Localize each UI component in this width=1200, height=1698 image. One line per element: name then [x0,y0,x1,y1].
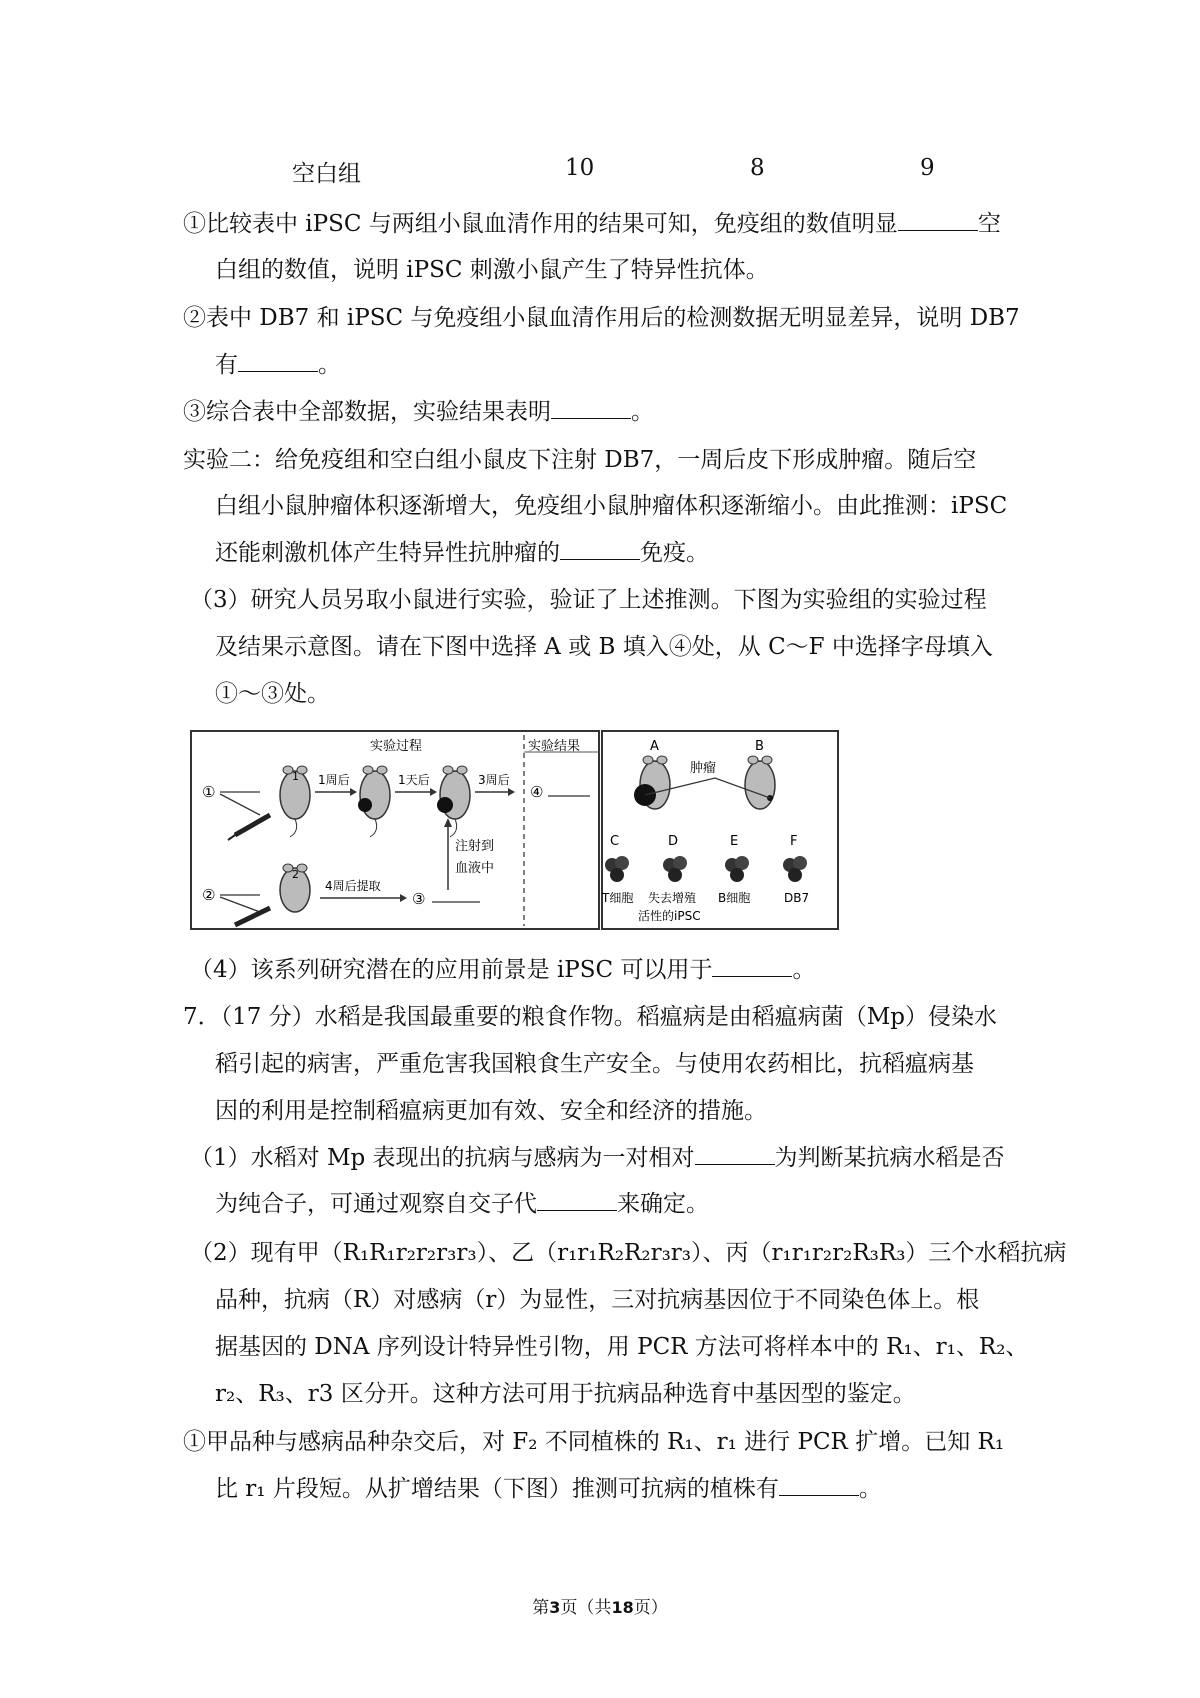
blank-line [220,897,260,912]
step-label: 1周后 [318,773,350,787]
text: 比 r₁ 片段短。从扩增结果（下图）推测可抗病的植株有 [215,1476,779,1502]
step-label: 3周后 [478,773,510,787]
question-line [190,953,815,987]
question-line: 白组的数值，说明 iPSC 刺激小鼠产生了特异性抗体。 [215,257,769,283]
text: （4）该系列研究潜在的应用前景是 iPSC 可以用于 [190,957,713,983]
step-label: 1天后 [398,773,430,787]
cell-name: DB7 [784,891,810,905]
question-line [183,395,654,429]
mouse-icon [745,756,775,809]
step-label: 4周后提取 [325,879,381,893]
cell-letter: C [610,834,620,849]
cell-cluster-icon [783,856,807,882]
tumor-label: 肿瘤 [690,761,717,776]
process-panel-border [191,731,599,929]
cell-cluster-icon [605,856,629,882]
page-number: 3 [549,1598,561,1617]
text: 来确定。 [617,1191,709,1217]
arrow-head [350,788,357,796]
mark-3: ③ [412,890,426,908]
page-total: 18 [611,1598,634,1617]
question-line: （2）现有甲（R₁R₁r₂r₂r₃r₃）、乙（r₁r₁R₂R₂r₃r₃）、丙（r₁r₁r₂r₂R₃R₃）三个水稻抗病 [190,1240,1067,1266]
syringe-icon [235,908,270,925]
question-line: 实验二：给免疫组和空白组小鼠皮下注射 DB7，一周后皮下形成肿瘤。随后空 [183,447,977,473]
question-line: 白组小鼠肿瘤体积逐渐增大，免疫组小鼠肿瘤体积逐渐缩小。由此推测：iPSC [215,493,1008,519]
question-line: 7．（17 分）水稻是我国最重要的粮食作物。稻瘟病是由稻瘟病菌（Mp）侵染水 [183,1004,997,1030]
question-line: 品种，抗病（R）对感病（r）为显性，三对抗病基因位于不同染色体上。根 [215,1287,980,1313]
text: 。 [792,957,816,983]
result-title: 实验结果 [528,739,581,754]
mouse-a-label: A [650,739,659,754]
inject-label: 注射到 [455,839,495,854]
text: 为判断某抗病水稻是否 [774,1145,1005,1171]
answer-blank[interactable] [779,1473,859,1496]
page-footer [0,1593,1200,1618]
question-line: 稻引起的病害，严重危害我国粮食生产安全。与使用农药相比，抗稻瘟病基 [215,1051,974,1077]
question-line [215,1472,882,1506]
answer-blank[interactable] [238,349,318,372]
mark-4: ④ [530,783,544,801]
mark-1: ① [202,783,216,801]
answer-blank[interactable] [898,208,978,231]
question-line: ①甲品种与感病品种杂交后，对 F₂ 不同植株的 R₁、r₁ 进行 PCR 扩增。已知 R₁ [183,1429,1005,1455]
text: 还能刺激机体产生特异性抗肿瘤的 [215,540,560,566]
table-cell-value: 10 [565,155,595,181]
answer-blank[interactable] [712,954,792,977]
text: 免疫。 [640,540,709,566]
mouse-icon [437,766,470,837]
question-line [215,1187,709,1221]
table-cell-value: 8 [750,155,765,181]
answer-blank[interactable] [560,537,640,560]
cell-letter: F [790,834,798,849]
mouse-icon [634,756,670,809]
question-line: 据基因的 DNA 序列设计特异性引物，用 PCR 方法可将样本中的 R₁、r₁、R₂、 [215,1334,1029,1360]
text: 。 [858,1476,882,1502]
question-line: 因的利用是控制稻瘟病更加有效、安全和经济的措施。 [215,1098,767,1124]
answer-blank[interactable] [537,1188,617,1211]
footer-text: 页（共 [560,1598,612,1618]
question-line [190,1141,1005,1175]
question-line: r₂、R₃、r3 区分开。这种方法可用于抗病品种选育中基因型的鉴定。 [215,1381,916,1407]
mouse-icon [358,766,390,837]
cell-cluster-icon [663,856,687,882]
cell-name: B细胞 [718,891,751,905]
mouse-b-label: B [755,739,764,754]
question-line [183,207,1001,241]
answer-blank[interactable] [695,1142,775,1165]
question-line: ②表中 DB7 和 iPSC 与免疫组小鼠血清作用后的检测数据无明显差异，说明 DB7 [183,305,1020,331]
arrow-head [444,818,452,827]
table-cell-value: 9 [920,155,935,181]
cell-name-extra: 活性的iPSC [638,909,701,923]
text: （1）水稻对 Mp 表现出的抗病与感病为一对相对 [190,1145,695,1171]
arrow-head [508,788,515,796]
question-line: ①～③处。 [215,681,330,707]
answer-blank[interactable] [551,396,631,419]
syringe-icon [228,815,270,840]
cell-name: 失去增殖 [648,891,697,905]
blank-line [220,794,260,815]
arrow-head [430,788,437,796]
question-line [215,536,709,570]
cell-name: T细胞 [602,891,634,905]
mark-2: ② [202,886,216,904]
text: 有 [215,352,238,378]
cell-letter: D [668,834,679,849]
text: 。 [631,399,654,425]
footer-text: 页） [633,1598,668,1618]
question-line: （3）研究人员另取小鼠进行实验，验证了上述推测。下图为实验组的实验过程 [190,587,987,613]
experiment-figure [190,730,840,930]
cell-cluster-icon [725,856,749,882]
cell-letter: E [730,834,739,849]
arrow-head [400,894,407,902]
inject-label: 血液中 [455,861,495,876]
text: 空 [977,211,1001,237]
footer-text: 第 [532,1598,550,1618]
text: 为纯合子，可通过观察自交子代 [215,1191,537,1217]
text: 。 [318,352,341,378]
text: ①比较表中 iPSC 与两组小鼠血清作用的结果可知，免疫组的数值明显 [183,211,898,237]
mouse-label-2: 2 [292,868,299,881]
table-cell-label: 空白组 [292,161,361,187]
question-line: 及结果示意图。请在下图中选择 A 或 B 填入④处，从 C～F 中选择字母填入 [215,634,993,660]
question-line [215,348,341,382]
process-title: 实验过程 [370,739,423,754]
text: ③综合表中全部数据，实验结果表明 [183,399,551,425]
mouse-label-1: 1 [292,770,299,783]
